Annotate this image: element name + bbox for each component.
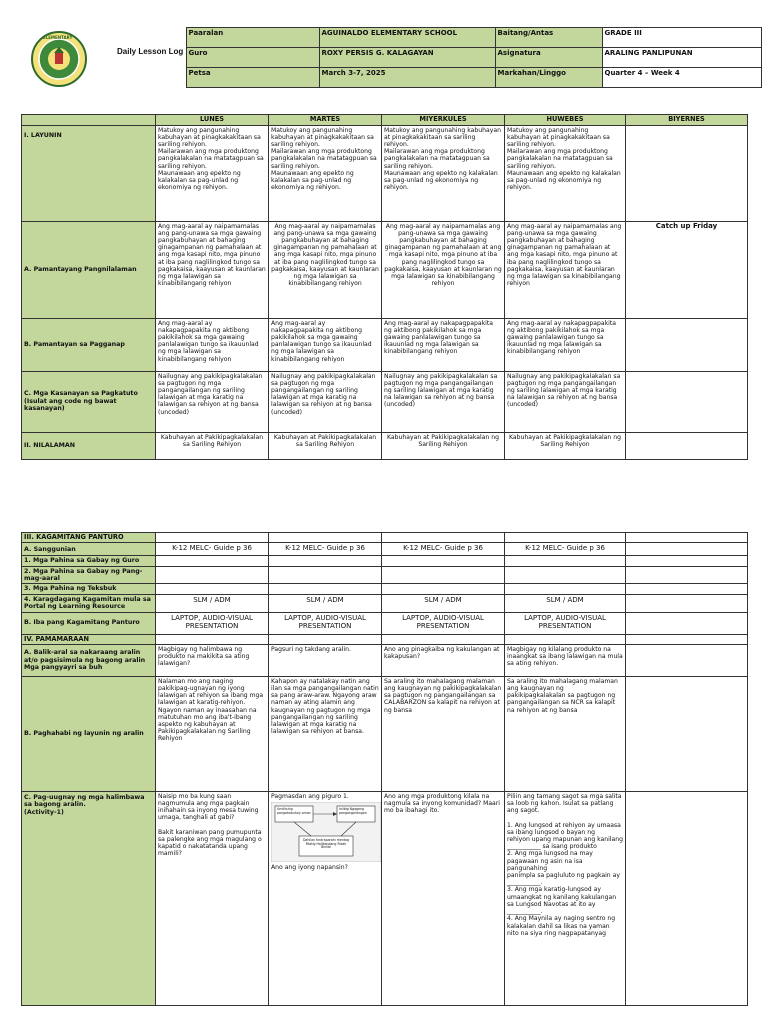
teksbuk-empty-5 [626,584,748,594]
kagamitang-empty-3 [382,533,505,543]
row-label-teksbuk: 3. Mga Pahina ng Teksbuk [22,584,156,594]
row-label-nilalaman: II. NILALAMAN [22,432,156,459]
paghahabi-lunes: Nalaman mo ang naging pakikipag-ugnayan ng iyong lalawigan at rehiyon sa ibang mga lalawigan at karatig-rehiyon. Ngayon naman ay inaasahan na matutuhan mo ang iba't-ibang aspekto ng kabuhayan at Pakikipagkalakalan ng Sariling Rehiyon [156,676,269,791]
row-label-pamamaraan: IV. PAMAMARAAN [22,634,156,644]
gabay-magaaral-empty-2 [269,566,382,584]
layunin-martes: Matukoy ang pangunahing kabuhayan at pinagkakakitaan sa sariling rehiyon. Mailarawan ang mga produktong pangkalakalan na matatagpuan sa sariling rehiyon. Maunawaan ang epekto ng kalakalan sa pag-unlad ng ekonomiya ng rehiyon. [269,125,382,221]
gabay-guro-empty-1 [156,556,269,566]
layunin-miyerkules: Matukoy ang pangunahing kabuhayan at pinagkakakitaan sa sariling rehiyon. Mailarawan ang mga produktong pangkalakalan na matatagpuan sa sariling rehiyon. Maunawaan ang epekto ng kalakalan sa pag-unlad ng ekonomiya ng rehiyon. [382,125,505,221]
kasanayan-lunes: Nailugnay ang pakikipagkalakalan sa pagtugon ng mga pangangailangan ng sariling lalawigan at mga karatig na lalawigan sa rehiyon at ng bansa (uncoded) [156,371,269,432]
pagganap-biyernes [626,318,748,371]
iba-huwebes: LAPTOP, AUDIO-VISUAL PRESENTATION [505,612,626,634]
nilalaman-lunes: Kabuhayan at Pakikipagkalakalan sa Sariling Rehiyon [156,432,269,459]
kagamitang-empty-2 [269,533,382,543]
lesson-table-materials [21,532,748,1006]
asignatura-value: ARALING PANLIPUNAN [602,48,761,68]
row-label-pamantayang: A. Pamantayang Pangnilalaman [22,221,156,318]
row-label-karagdagang: 4. Karagdagang Kagamitan mula sa Portal ng Learning Resource [22,594,156,612]
markahan-value: Quarter 4 – Week 4 [602,68,761,88]
paguugnay-martes-question: Ano ang iyong napansin? [271,864,348,872]
baitang-value: GRADE III [602,28,761,48]
nilalaman-biyernes [626,432,748,459]
gabay-magaaral-empty-4 [505,566,626,584]
kagamitang-empty-1 [156,533,269,543]
row-label-layunin: I. LAYUNIN [22,125,156,221]
guro-value: ROXY PERSIS G. KALAGAYAN [319,48,495,68]
row-label-iba: B. Iba pang Kagamitang Panturo [22,612,156,634]
sanggunian-huwebes: K-12 MELC- Guide p 36 [505,543,626,556]
nilalaman-miyerkules: Kabuhayan at Pakikipagkalakalan ng Sariling Rehiyon [382,432,505,459]
iba-lunes: LAPTOP, AUDIO-VISUAL PRESENTATION [156,612,269,634]
pamamaraan-empty-4 [505,634,626,644]
pamantayang-lunes: Ang mag-aaral ay naipamamalas ang pang-unawa sa mga gawaing pangkabuhayan at bahaging ginagampanan ng pamahalaan at ang mga kasapi nito, mga pinuno at iba pang naglilingkod tungo sa pagkakaisa, kaayusan at kaunlaran ng mga lalawigan sa kinabibilangang rehiyon [156,221,269,318]
paghahabi-huwebes: Sa araling ito mahalagang malaman ang kaugnayan ng pakikipagkalakalan sa pagtugon ng pangangailangan sa NCR sa kalapit na rehiyon at ng bansa [505,676,626,791]
paguugnay-biyernes [626,791,748,1005]
teksbuk-empty-2 [269,584,382,594]
asignatura-label: Asignatura [495,48,602,68]
row-label-kasanayan: C. Mga Kasanayan sa Pagkatuto (Isulat ang code ng bawat kasanayan) [22,371,156,432]
nilalaman-martes: Kabuhayan at Pakikipagkalakalan sa Sariling Rehiyon [269,432,382,459]
teksbuk-empty-1 [156,584,269,594]
karagdagang-biyernes [626,594,748,612]
kagamitang-empty-4 [505,533,626,543]
paghahabi-martes: Kahapon ay natalakay natin ang ilan sa mga pangangailangan natin sa pang araw-araw. Ngayong araw naman ay ating alamin ang kaugnayan ng pagtugon ng mga pangangailangan ng sariling lalawigan at mga karatig na lalawigan sa rehiyon at bansa. [269,676,382,791]
balik-lunes: Magbigay ng halimbawa ng produkto na makikita sa ating lalawigan? [156,644,269,676]
petsa-value: March 3-7, 2025 [319,68,495,88]
karagdagang-lunes: SLM / ADM [156,594,269,612]
teksbuk-empty-4 [505,584,626,594]
pamantayang-huwebes: Ang mag-aaral ay naipamamalas ang pang-unawa sa mga gawaing pangkabuhayan at bahaging ginagampanan ng pamahalaan at ang mga kasapi nito, mga pinuno at iba pang naglilingkod tungo sa pagkakaisa, kaayusan at kaunlaran ng mga lalawigan sa kinabibilangang rehiyon [505,221,626,318]
paghahabi-miyerkules: Sa araling ito mahalagang malaman ang kaugnayan ng pakikipagkalakalan sa pagtugon ng pangangailangan sa CALABARZON sa kalapit na rehiyon at ng bansa [382,676,505,791]
diagram-box-1: Umiiksing pangakabuhay oman [277,807,311,815]
pagganap-lunes: Ang mag-aaral ay nakapagpapakita ng aktibong pakikilahok sa mga gawaing panlalawigan tungo sa ikauunlad ng mga lalawigan sa kinabibilangang rehiyon [156,318,269,371]
header-table-wrap [21,27,761,88]
layunin-huwebes: Matukoy ang pangunahing kabuhayan at pinagkakakitaan sa sariling rehiyon. Mailarawan ang mga produktong pangkalakalan na matatagpuan sa sariling rehiyon. Maunawaan ang epekto ng kalakalan sa pag-unlad ng ekonomiya ng rehiyon. [505,125,626,221]
gabay-guro-empty-4 [505,556,626,566]
seal-text: ELEMENTARY [43,34,73,40]
kagamitang-empty-5 [626,533,748,543]
guro-label: Guro [186,48,319,68]
balik-miyerkules: Ano ang pinagkaiba ng kakulangan at kakapusan? [382,644,505,676]
nilalaman-huwebes: Kabuhayan at Pakikipagkalakalan ng Sariling Rehiyon [505,432,626,459]
row-label-balik: A. Balik-aral sa nakaraang aralin at/o pagsisimula ng bagong aralin Mga pangyayri sa buh [22,644,156,676]
gabay-magaaral-empty-1 [156,566,269,584]
sanggunian-miyerkules: K-12 MELC- Guide p 36 [382,543,505,556]
paguugnay-martes-instruction: Pagmasdan ang piguro 1. [271,792,349,800]
balik-martes: Pagsuri ng takdang aralin. [269,644,382,676]
baitang-label: Baitang/Antas [495,28,602,48]
markahan-label: Markahan/Linggo [495,68,602,88]
piguro-1-diagram [271,802,381,862]
iba-miyerkules: LAPTOP, AUDIO-VISUAL PRESENTATION [382,612,505,634]
sanggunian-martes: K-12 MELC- Guide p 36 [269,543,382,556]
gabay-guro-empty-3 [382,556,505,566]
paguugnay-lunes: Naisip mo ba kung saan nagmumula ang mga pagkain inihahain sa inyong mesa tuwing umaga, tanghali at gabi? Bakit karaniwan pang pumupunta sa palengke ang mga magulang o kapatid o nakatatanda upang mamili? [156,791,269,1005]
corner-cell [22,115,156,126]
kasanayan-huwebes: Nailugnay ang pakikipagkalakalan sa pagtugon ng mga pangangailangan ng sariling lalawigan at mga karatig na lalawigan sa rehiyon at ng bansa (uncoded) [505,371,626,432]
kasanayan-martes: Nailugnay ang pakikipagkalakalan sa pagtugon ng mga pangangailangan ng sariling lalawigan at mga karatig na lalawigan sa rehiyon at ng bansa (uncoded) [269,371,382,432]
diagram-box-3: Dahilan tindraparahi mentag Mlatig Halikandang Rixak Binilbi [302,838,350,850]
paguugnay-huwebes: Piliin ang tamang sagot sa mga salita sa loob ng kahon. Isulat sa patlang ang sagot. 1. Ang lungsod at rehiyon ay umaasa sa ibang lungsod o bayan ng rehiyon upang mapunan ang kanilang ___________ sa isang produkto 2. Ang mga lungsod na may pagawaan ng asin na isa pangunahing panimpla sa pagluluto ng pagkain ay ___________. 3. Ang mga karatig-lungsod ay umaangkat ng kanilang kakulangan sa Lungsod Navotas at ito ay ___________. 4. Ang Maynila ay naging sentro ng kalakalan dahil sa likas na yaman nito na siya ring nagpapatanyag [505,791,626,1005]
header-table [21,27,762,88]
day-header-biyernes: BIYERNES [626,115,748,126]
row-label-pagganap: B. Pamantayan sa Pagganap [22,318,156,371]
iba-martes: LAPTOP, AUDIO-VISUAL PRESENTATION [269,612,382,634]
sanggunian-lunes: K-12 MELC- Guide p 36 [156,543,269,556]
layunin-biyernes [626,125,748,221]
row-label-kagamitang: III. KAGAMITANG PANTURO [22,533,156,543]
paghahabi-biyernes [626,676,748,791]
row-label-gabay-magaaral: 2. Mga Pahina sa Gabay ng Pang-mag-aaral [22,566,156,584]
pamamaraan-empty-1 [156,634,269,644]
gabay-magaaral-empty-3 [382,566,505,584]
paguugnay-miyerkules: Ano ang mga produktong kilala na nagmula sa inyong komunidad? Maari mo ba ibahagi ito. [382,791,505,1005]
kasanayan-biyernes [626,371,748,432]
karagdagang-martes: SLM / ADM [269,594,382,612]
pagganap-miyerkules: Ang mag-aaral ay nakapagpapakita ng aktibong pakikilahok sa mga gawaing panlalawigan tungo sa ikauunlad ng mga lalawigan sa kinabibilangang rehiyon [382,318,505,371]
day-header-huwebes: HUWEBES [505,115,626,126]
layunin-lunes: Matukoy ang pangunahing kabuhayan at pinagkakakitaan sa sariling rehiyon. Mailarawan ang mga produktong pangkalakalan na matatagpuan sa sariling rehiyon. Maunawaan ang epekto ng kalakalan sa pag-unlad ng ekonomiya ng rehiyon. [156,125,269,221]
paguugnay-martes [269,791,382,1005]
sanggunian-biyernes [626,543,748,556]
paaralan-label: Paaralan [186,28,319,48]
karagdagang-miyerkules: SLM / ADM [382,594,505,612]
pamantayang-martes: Ang mag-aaral ay naipamamalas ang pang-unawa sa mga gawaing pangkabuhayan at bahaging ginagampanan ng pamahalaan at ang mga kasapi nito, mga pinuno at iba pang naglilingkod tungo sa pagkakaisa, kaayusan at kaunlaran ng mga lalawigan sa kinabibilangang rehiyon [269,221,382,318]
row-label-paguugnay: C. Pag-uugnay ng mga halimbawa sa bagong aralin. (Activity-1) [22,791,156,1005]
document-title: Daily Lesson Log [117,46,184,56]
balik-biyernes [626,644,748,676]
pamamaraan-empty-3 [382,634,505,644]
paaralan-value: AGUINALDO ELEMENTARY SCHOOL [319,28,495,48]
day-header-martes: MARTES [269,115,382,126]
logo-cell [21,28,186,88]
lesson-table-objectives [21,114,748,460]
pagganap-huwebes: Ang mag-aaral ay nakapagpapakita ng aktibong pakikilahok sa mga gawaing panlalawigan tungo sa ikauunlad ng mga lalawigan sa kinabibilangang rehiyon [505,318,626,371]
day-header-lunes: LUNES [156,115,269,126]
gabay-guro-empty-2 [269,556,382,566]
row-label-gabay-guro: 1. Mga Pahina sa Gabay ng Guro [22,556,156,566]
day-header-miyerkules: MIYERKULES [382,115,505,126]
pamantayang-miyerkules: Ang mag-aaral ay naipamamalas ang pang-unawa sa mga gawaing pangkabuhayan at bahaging ginagampanan ng pamahalaan at ang mga kasapi nito, mga pinuno at iba pang naglilingkod tungo sa pagkakaisa, kaayusan at kaunlaran ng mga lalawigan sa kinabibilangang rehiyon [382,221,505,318]
iba-biyernes [626,612,748,634]
catch-up-friday: Catch up Friday [626,221,748,318]
diagram-box-2: Iniibig Ngagang pangangailangan [339,807,367,815]
row-label-sanggunian: A. Sanggunian [22,543,156,556]
gabay-magaaral-empty-5 [626,566,748,584]
pamamaraan-empty-2 [269,634,382,644]
row-label-paghahabi: B. Paghahabi ng layunin ng aralin [22,676,156,791]
karagdagang-huwebes: SLM / ADM [505,594,626,612]
kasanayan-miyerkules: Nailugnay ang pakikipagkalakalan sa pagtugon ng mga pangangailangan ng sariling lalawigan at mga karatig na lalawigan sa rehiyon at ng bansa (uncoded) [382,371,505,432]
gabay-guro-empty-5 [626,556,748,566]
pagganap-martes: Ang mag-aaral ay nakapagpapakita ng aktibong pakikilahok sa mga gawaing panlalawigan tungo sa ikauunlad ng mga lalawigan sa kinabibilangang rehiyon [269,318,382,371]
teksbuk-empty-3 [382,584,505,594]
petsa-label: Petsa [186,68,319,88]
pamamaraan-empty-5 [626,634,748,644]
balik-huwebes: Magbigay ng kilalang produkto na inaangkat sa ibang lalawigan na mula sa ating rehiyon. [505,644,626,676]
